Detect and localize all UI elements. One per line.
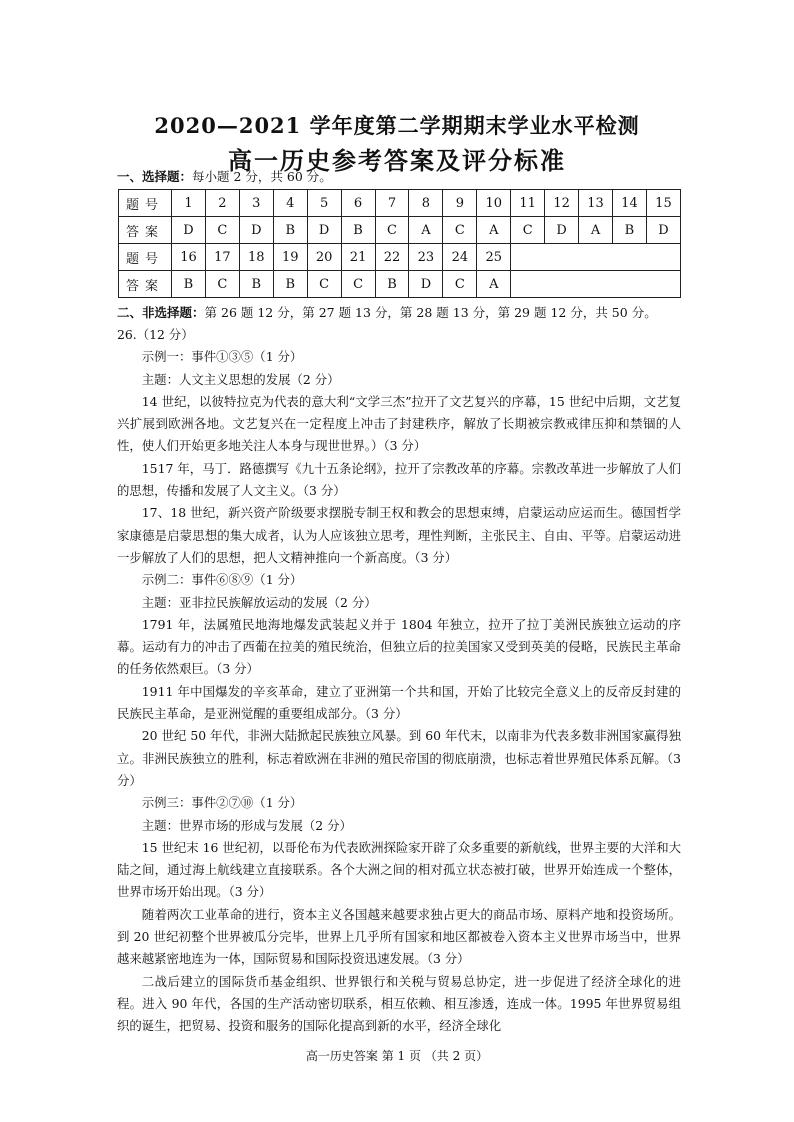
empty-cell	[511, 271, 681, 298]
section-nonchoice-text: 第 26 题 12 分，第 27 题 13 分，第 28 题 13 分，第 29 题 12 分，共 50 分。	[204, 305, 657, 320]
table-cell: 7	[375, 190, 409, 217]
table-cell: 22	[375, 244, 409, 271]
paragraph: 26.（12 分）	[117, 327, 194, 342]
table-cell: 14	[612, 190, 646, 217]
table-cell: B	[239, 271, 273, 298]
table-cell: C	[375, 217, 409, 244]
paragraph: 二战后建立的国际货币基金组织、世界银行和关税与贸易总协定，进一步促进了经济全球化的进程。进入 90 年代，各国的生产活动密切联系，相互依赖、相互渗透，连成一体。1995 年世界贸易组织的诞生，把贸易、投资和服务的国际化提高到新的水平，经济全球化	[117, 973, 681, 1034]
paragraph: 主题：人文主义思想的发展（2 分）	[141, 371, 340, 387]
table-cell: B	[612, 217, 646, 244]
table-cell: 9	[443, 190, 477, 217]
table-cell: B	[273, 271, 307, 298]
table-cell: 24	[443, 244, 477, 271]
table-cell: 12	[545, 190, 579, 217]
paragraph: 随着两次工业革命的进行，资本主义各国越来越要求独占更大的商品市场、原料产地和投资场所。到 20 世纪初整个世界被瓜分完毕，世界上几乎所有国家和地区都被卷入资本主义世界市场当中，世界越来越紧密地连为一体，国际贸易和国际投资迅速发展。（3 分）	[117, 906, 681, 967]
table-cell: C	[205, 271, 239, 298]
table-cell: D	[172, 217, 206, 244]
section-choice-text: 每小题 2 分，共 60 分。	[192, 169, 332, 184]
answer-row	[119, 217, 681, 244]
section-nonchoice-heading	[117, 302, 683, 324]
table-cell: C	[307, 271, 341, 298]
paragraph: 示例一：事件①③⑤（1 分）	[141, 349, 303, 365]
table-cell: 16	[172, 244, 206, 271]
table-cell: D	[545, 217, 579, 244]
question-row	[119, 244, 681, 271]
table-cell: C	[443, 217, 477, 244]
paragraph: 1791 年，法属殖民地海地爆发武装起义并于 1804 年独立，拉开了拉丁美洲民族独立运动的序幕。运动有力的冲击了西葡在拉美的殖民统治，但独立后的拉美国家又受到英美的侵略，民族民主革命的任务依然艰巨。（3 分）	[117, 616, 681, 677]
table-cell: C	[443, 271, 477, 298]
question-row	[119, 190, 681, 217]
table-cell: D	[239, 217, 273, 244]
paragraph: 主题：亚非拉民族解放运动的发展（2 分）	[141, 594, 377, 610]
section-choice-label: 一、选择题：	[117, 169, 193, 184]
paragraph: 1911 年中国爆发的辛亥革命，建立了亚洲第一个共和国，开始了比较完全意义上的反帝反封建的民族民主革命，是亚洲觉醒的重要组成部分。（3 分）	[117, 683, 681, 722]
paragraph: 14 世纪，以彼特拉克为代表的意大利“文学三杰”拉开了文艺复兴的序幕，15 世纪中后期，文艺复兴扩展到欧洲各地。文艺复兴在一定程度上冲击了封建秩序，解放了长期被宗教戒律压抑和禁锢的人性，使人们开始更多地关注人本身与现世世界。）（3 分）	[117, 393, 681, 454]
table-cell: D	[646, 217, 680, 244]
table-cell: 19	[273, 244, 307, 271]
exam-title: 2020—2021 学年度第二学期期末学业水平检测	[154, 113, 640, 138]
table-cell: 25	[477, 244, 511, 271]
table-cell: D	[307, 217, 341, 244]
row-header: 答案	[119, 217, 172, 244]
table-cell: 23	[409, 244, 443, 271]
table-cell: B	[273, 217, 307, 244]
section-choice-heading	[117, 167, 332, 185]
empty-cell	[511, 244, 681, 271]
table-cell: 20	[307, 244, 341, 271]
document-title: 高一历史参考答案及评分标准	[228, 146, 566, 175]
answer-body	[117, 324, 681, 1038]
table-cell: C	[205, 217, 239, 244]
answer-table	[118, 189, 681, 298]
table-cell: 13	[579, 190, 613, 217]
table-cell: B	[375, 271, 409, 298]
paragraph: 17、18 世纪，新兴资产阶级要求摆脱专制王权和教会的思想束缚，启蒙运动应运而生。德国哲学家康德是启蒙思想的集大成者，认为人应该独立思考，理性判断，主张民主、自由、平等。启蒙运动进一步解放了人们的思想，把人文精神推向一个新高度。（3 分）	[117, 505, 681, 565]
row-header: 题号	[119, 244, 172, 271]
paragraph: 示例三：事件②⑦⑩（1 分）	[141, 795, 303, 811]
section-nonchoice-label: 二、非选择题：	[117, 305, 205, 320]
table-cell: C	[341, 271, 375, 298]
table-cell: B	[341, 217, 375, 244]
table-cell: 6	[341, 190, 375, 217]
table-cell: 17	[205, 244, 239, 271]
table-cell: C	[511, 217, 545, 244]
table-cell: A	[409, 217, 443, 244]
table-cell: 11	[511, 190, 545, 217]
table-cell: D	[409, 271, 443, 298]
table-cell: 21	[341, 244, 375, 271]
table-cell: 8	[409, 190, 443, 217]
page-footer: 高一历史答案 第 1 页 （共 2 页）	[305, 1049, 489, 1063]
paragraph: 示例二：事件⑥⑧⑨（1 分）	[141, 572, 303, 588]
table-cell: 3	[239, 190, 273, 217]
table-cell: A	[477, 217, 511, 244]
table-cell: 2	[205, 190, 239, 217]
table-cell: B	[172, 271, 206, 298]
table-cell: 10	[477, 190, 511, 217]
table-cell: 18	[239, 244, 273, 271]
paragraph: 15 世纪末 16 世纪初，以哥伦布为代表欧洲探险家开辟了众多重要的新航线，世界主要的大洋和大陆之间，通过海上航线建立直接联系。各个大洲之间的相对孤立状态被打破，世界开始连成一个整体，世界市场开始出现。（3 分）	[117, 839, 681, 900]
answer-row	[119, 271, 681, 298]
paragraph: 1517 年，马丁．路德撰写《九十五条论纲》，拉开了宗教改革的序幕。宗教改革进一步解放了人们的思想，传播和发展了人文主义。（3 分）	[117, 460, 681, 499]
paragraph: 主题：世界市场的形成与发展（2 分）	[141, 817, 352, 833]
table-cell: 5	[307, 190, 341, 217]
row-header: 答案	[119, 271, 172, 298]
table-cell: 4	[273, 190, 307, 217]
paragraph: 20 世纪 50 年代，非洲大陆掀起民族独立风暴。到 60 年代末，以南非为代表多数非洲国家赢得独立。非洲民族独立的胜利，标志着欧洲在非洲的殖民帝国的彻底崩溃，也标志着世界殖民体系瓦解。（3 分）	[117, 728, 681, 788]
table-cell: A	[477, 271, 511, 298]
table-cell: A	[579, 217, 613, 244]
row-header: 题号	[119, 190, 172, 217]
table-cell: 1	[172, 190, 206, 217]
table-cell: 15	[646, 190, 680, 217]
